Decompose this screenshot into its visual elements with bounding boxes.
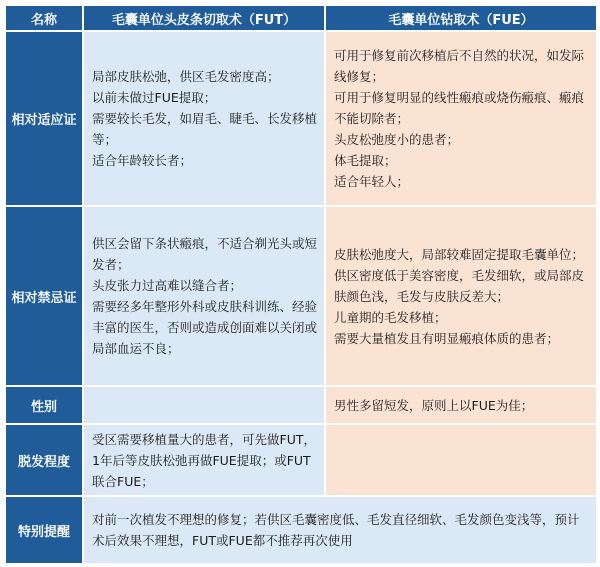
- row-label-indications: 相对适应证: [5, 31, 83, 206]
- header-name: 名称: [5, 5, 83, 31]
- row-indications: [5, 31, 597, 206]
- cell-fue-indications: [325, 31, 597, 206]
- fue-contra-3: 儿童期的毛发移植；: [334, 309, 447, 325]
- fut-contra-3: 需要经多年整形外科或皮肤科训练、经验丰富的医生，否则或造成创面难以关闭或局部血运不良；: [92, 299, 318, 356]
- fue-indication-2: 可用于修复明显的线性瘢痕或烧伤瘢痕、瘢痕不能切除者；: [334, 90, 585, 126]
- fut-hairloss-text: 受区需要移植量大的患者，可先做FUT，1年后等皮肤松弛再做FUE提取；或FUT联合FUE；: [92, 431, 316, 489]
- row-label-special: 特别提醒: [5, 496, 83, 564]
- row-label-hairloss: 脱发程度: [5, 424, 83, 496]
- row-label-gender: 性别: [5, 386, 83, 424]
- fue-contra-1: 皮肤松弛度大，局部较难固定提取毛囊单位；: [334, 246, 585, 262]
- fue-contra-4: 需要大量植发且有明显瘢痕体质的患者；: [334, 330, 560, 346]
- row-gender: [5, 386, 597, 424]
- fut-indication-3: 需要较长毛发，如眉毛、睫毛、长发移植等；: [92, 111, 318, 147]
- fue-indication-3: 头皮松弛度小的患者；: [334, 132, 460, 147]
- comparison-table-container: [4, 4, 596, 563]
- row-special: [5, 496, 597, 564]
- special-note-text: 对前一次植发不理想的修复；若供区毛囊密度低、毛发直径细软、毛发颜色变浅等，预计术后效果不理想，FUT或FUE都不推荐再次使用: [92, 512, 580, 548]
- table-header-row: [5, 5, 597, 31]
- cell-fut-gender: [83, 386, 325, 424]
- cell-fue-hairloss: [325, 424, 597, 496]
- row-contraindications: [5, 206, 597, 386]
- cell-fue-gender: [325, 386, 597, 424]
- fut-indication-4: 适合年龄较长者；: [92, 153, 193, 168]
- header-fut: 毛囊单位头皮条切取术（FUT）: [83, 5, 325, 31]
- fut-contra-1: 供区会留下条状瘢痕，不适合剃光头或短发者；: [92, 236, 318, 272]
- fue-indication-5: 适合年轻人；: [334, 174, 410, 189]
- cell-special-note: [83, 496, 597, 564]
- fue-contra-2: 供区密度低于美容密度，毛发细软，或局部皮肤颜色浅，毛发与皮肤反差大；: [334, 267, 585, 304]
- fut-indication-1: 局部皮肤松弛，供区毛发密度高；: [92, 69, 280, 84]
- fut-fue-comparison-table: [4, 4, 598, 565]
- cell-fut-indications: [83, 31, 325, 206]
- fut-contra-2: 头皮张力过高难以缝合者；: [92, 278, 243, 293]
- cell-fut-hairloss: [83, 424, 325, 496]
- row-hairloss: [5, 424, 597, 496]
- fue-gender-text: 男性多留短发，原则上以FUE为佳；: [334, 397, 534, 413]
- fut-indication-2: 以前未做过FUE提取；: [92, 90, 217, 105]
- cell-fut-contraindications: [83, 206, 325, 386]
- fue-indication-4: 体毛提取；: [334, 153, 397, 168]
- header-fue: 毛囊单位钻取术（FUE）: [325, 5, 597, 31]
- cell-fue-contraindications: [325, 206, 597, 386]
- fue-indication-1: 可用于修复前次移植后不自然的状况，如发际线修复；: [334, 48, 585, 84]
- row-label-contraindications: 相对禁忌证: [5, 206, 83, 386]
